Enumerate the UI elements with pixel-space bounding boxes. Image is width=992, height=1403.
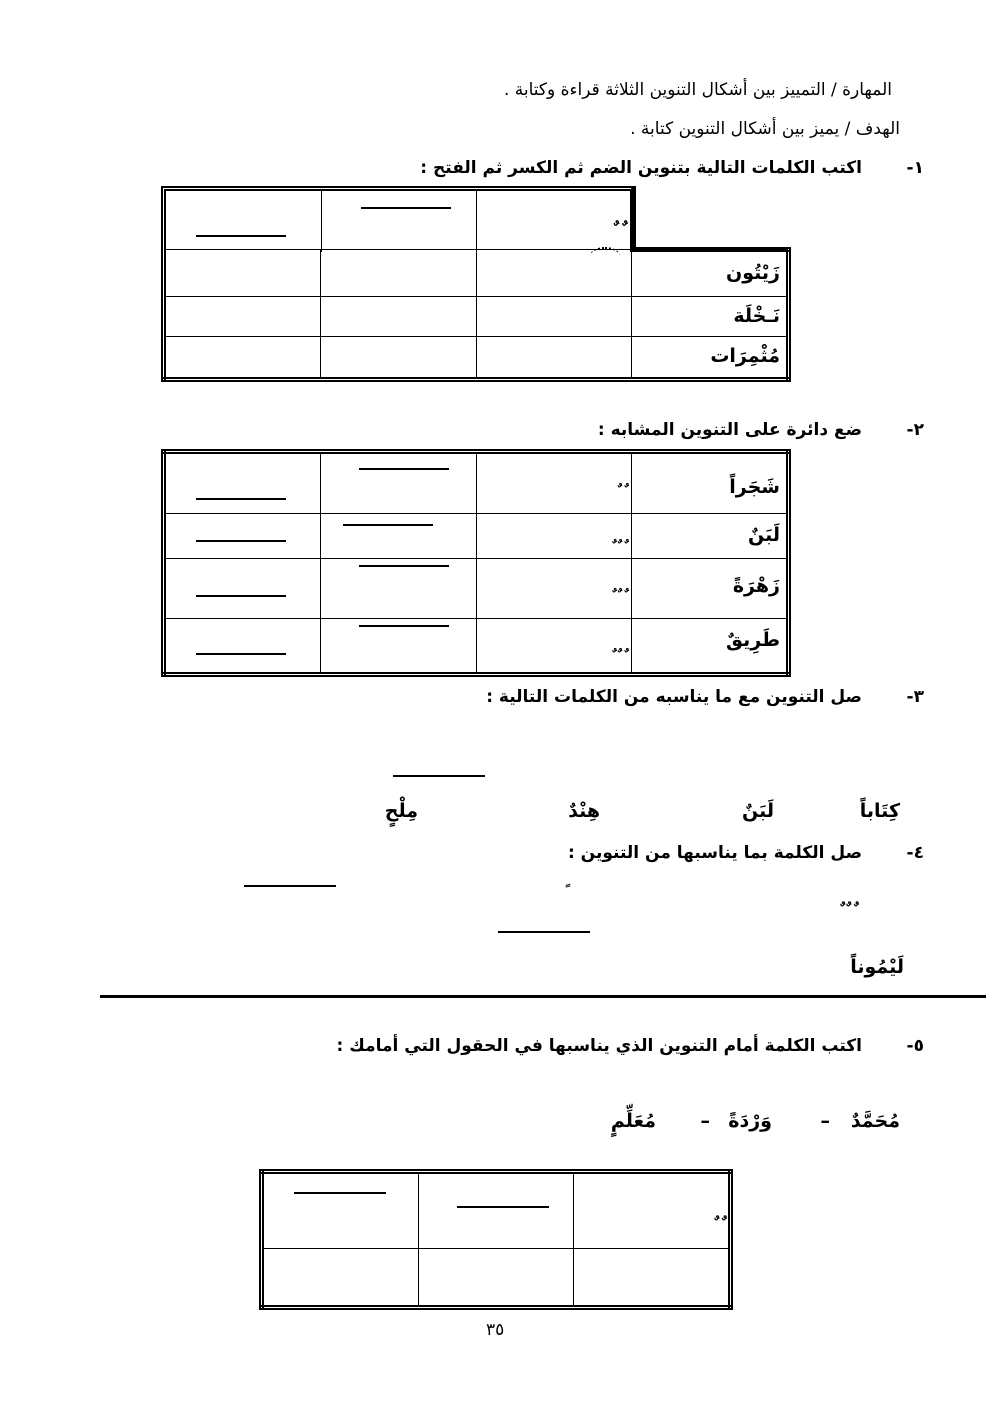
tanween-marks: ٌ ٌ — [713, 1215, 720, 1236]
answer-cell[interactable] — [476, 250, 631, 297]
answer-cell[interactable] — [164, 296, 321, 337]
section5-table — [259, 1169, 733, 1310]
section4-number: ٤- — [906, 843, 924, 863]
tanween-mark: ٌ ٌ — [613, 219, 620, 243]
divider — [100, 995, 986, 998]
goal-line: الهدف / يميز بين أشكال التنوين كتابة . — [630, 119, 900, 139]
answer-blank[interactable] — [359, 565, 449, 567]
answer-cell[interactable] — [262, 1248, 419, 1307]
section2-number: ٢- — [906, 420, 924, 440]
section4-instruction: صل الكلمة بما يناسبها من التنوين : — [567, 843, 862, 863]
tanween-marks[interactable]: ٌ ٌ — [617, 482, 623, 501]
word-cell — [631, 296, 788, 337]
answer-blank[interactable] — [361, 207, 451, 209]
word: كِتَاباً — [859, 800, 900, 822]
answer-cell[interactable] — [321, 250, 476, 297]
answer-blank[interactable] — [196, 653, 286, 655]
answer-blank[interactable] — [196, 595, 286, 597]
section3-instruction: صل التنوين مع ما يناسبه من الكلمات التالية : — [486, 687, 862, 707]
word: نَـخْلَة — [733, 304, 780, 327]
section2-table — [161, 449, 791, 677]
answer-cell[interactable] — [321, 337, 476, 380]
answer-blank[interactable] — [196, 235, 286, 237]
section3-number: ٣- — [906, 687, 924, 707]
separator: – — [700, 1110, 710, 1132]
skill-line: المهارة / التمييز بين أشكال التنوين الثلاثة قراءة وكتابة . — [503, 80, 892, 100]
word: وَرْدَةً — [728, 1110, 772, 1132]
page-number: ٣٥ — [486, 1320, 505, 1340]
answer-blank[interactable] — [343, 524, 433, 526]
word: مُعَلِّمٍ — [610, 1110, 656, 1132]
word: زَهْرَةً — [732, 575, 780, 597]
section1-instruction: اكتب الكلمات التالية بتنوين الضم ثم الكسر ثم الفتح : — [420, 158, 862, 178]
answer-blank[interactable] — [457, 1206, 549, 1208]
word: لَبَنٌ — [742, 800, 774, 822]
answer-blank[interactable] — [359, 625, 449, 627]
word: زَيْتُون — [726, 262, 780, 284]
connect-blank[interactable] — [498, 931, 590, 933]
connect-blank[interactable] — [244, 885, 336, 887]
word-cell — [631, 250, 788, 297]
word: مِلْحٍ — [384, 800, 418, 822]
answer-cell[interactable] — [476, 296, 631, 337]
answer-blank[interactable] — [359, 468, 449, 470]
section1-table — [161, 249, 791, 382]
answer-cell[interactable] — [476, 337, 631, 380]
section2-instruction: ضع دائرة على التنوين المشابه : — [597, 420, 862, 440]
tanween-marks[interactable]: ٌ ٌ ٌ — [611, 587, 623, 606]
word: شَجَراً — [729, 476, 780, 498]
word: لَبَنٌ — [748, 524, 780, 546]
word: لَيْمُوناً — [850, 956, 904, 978]
word-cell — [631, 337, 788, 380]
section5-instruction: اكتب الكلمة أمام التنوين الذي يناسبها في الحقول التي أمامك : — [336, 1036, 862, 1056]
separator: – — [820, 1110, 830, 1132]
answer-cell[interactable] — [574, 1248, 731, 1307]
answer-blank[interactable] — [196, 540, 286, 542]
section5-number: ٥- — [906, 1036, 924, 1056]
answer-blank[interactable] — [294, 1192, 386, 1194]
tanween-marks[interactable]: ٌ ٌ ٌ — [611, 647, 623, 666]
word: مُثْمِرَات — [710, 345, 780, 368]
connect-blank[interactable] — [393, 775, 485, 777]
answer-cell[interactable] — [321, 296, 476, 337]
answer-cell[interactable] — [164, 337, 321, 380]
answer-blank[interactable] — [196, 498, 286, 500]
section1-table-top — [161, 186, 635, 252]
word: هِنْدٌ — [568, 800, 600, 822]
section1-number: ١- — [906, 158, 924, 178]
answer-cell[interactable] — [164, 250, 321, 297]
tanween-marks: ٌ ٌ ٌ — [839, 901, 852, 922]
answer-cell[interactable] — [419, 1248, 574, 1307]
word: طَرِيقٌ — [726, 629, 780, 651]
tanween-marks[interactable]: ٌ ٌ ٌ — [611, 538, 623, 557]
word: مُحَمَّدٌ — [850, 1110, 900, 1132]
